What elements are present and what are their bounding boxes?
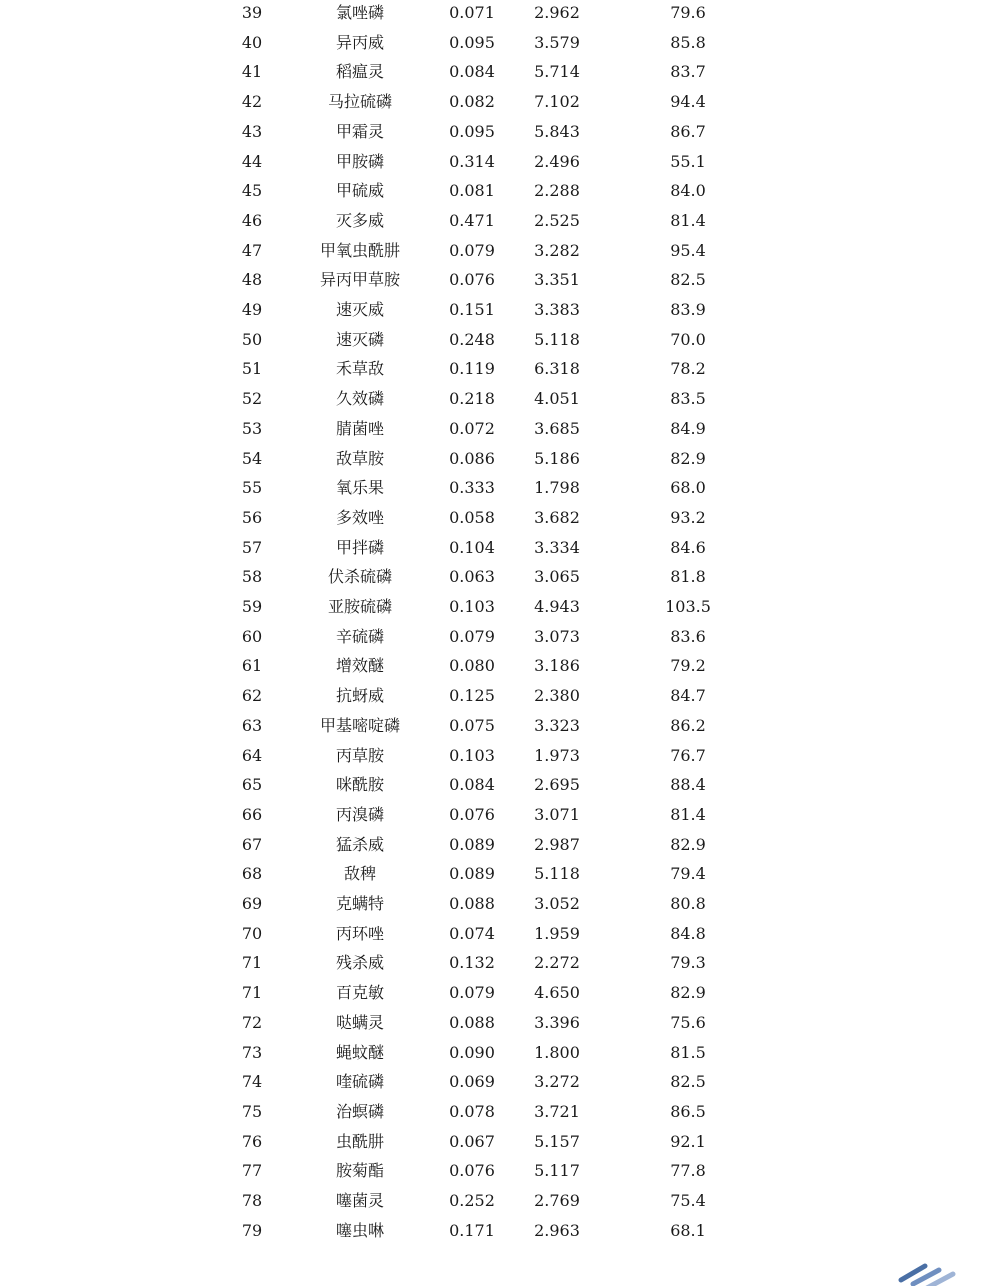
compound-name: 增效醚 (335, 656, 384, 676)
value-col-1: 0.151 (449, 300, 495, 319)
row-number: 65 (241, 775, 263, 795)
value-col-2: 4.051 (534, 389, 580, 409)
row-number: 40 (241, 32, 263, 52)
value-col-2: 3.351 (534, 270, 580, 290)
compound-name: 久效磷 (335, 389, 384, 409)
row-number: 43 (241, 121, 263, 141)
value-col-1: 0.086 (449, 448, 495, 468)
row-number: 52 (241, 389, 263, 409)
row-number: 73 (241, 1042, 263, 1062)
value-col-2: 3.073 (534, 626, 580, 646)
value-col-3: 94.4 (670, 92, 706, 112)
value-col-3: 55.1 (670, 151, 706, 171)
table-row (0, 533, 998, 563)
row-number: 75 (241, 1101, 263, 1121)
value-col-2: 2.380 (534, 686, 580, 706)
value-col-2: 1.959 (534, 923, 580, 943)
value-col-3: 78.2 (670, 359, 706, 379)
value-col-3: 86.7 (670, 121, 706, 141)
value-col-3: 79.3 (670, 953, 706, 973)
value-col-1: 0.058 (449, 507, 495, 527)
row-number: 71 (241, 983, 263, 1003)
table-row (0, 1097, 998, 1127)
row-number: 50 (241, 329, 263, 349)
compound-name: 咪酰胺 (335, 775, 384, 795)
value-col-2: 1.800 (534, 1042, 580, 1062)
value-col-3: 84.6 (670, 537, 706, 557)
compound-name: 敌草胺 (335, 448, 384, 468)
table-row (0, 711, 998, 741)
table-row (0, 651, 998, 681)
compound-name: 敌稗 (343, 864, 376, 884)
value-col-2: 5.117 (534, 1161, 580, 1181)
value-col-3: 79.6 (670, 3, 706, 22)
row-number: 64 (241, 745, 263, 765)
value-col-2: 3.396 (534, 1012, 580, 1032)
compound-name: 治螟磷 (335, 1101, 384, 1121)
row-number: 78 (241, 1191, 263, 1210)
value-col-3: 103.5 (665, 597, 711, 616)
compound-name: 异丙甲草胺 (319, 270, 400, 290)
value-col-1: 0.095 (449, 121, 495, 141)
value-col-1: 0.071 (449, 3, 495, 22)
value-col-1: 0.103 (449, 597, 495, 616)
stripes-logo-icon (893, 1258, 963, 1286)
value-col-3: 92.1 (670, 1131, 706, 1151)
value-col-3: 82.9 (670, 448, 706, 468)
value-col-3: 79.4 (670, 864, 706, 884)
value-col-2: 2.962 (534, 3, 580, 22)
table-row (0, 87, 998, 117)
value-col-1: 0.072 (449, 418, 495, 438)
value-col-3: 82.9 (670, 983, 706, 1003)
table-row (0, 681, 998, 711)
value-col-1: 0.076 (449, 1161, 495, 1181)
value-col-2: 2.496 (534, 151, 580, 171)
row-number: 57 (241, 537, 263, 557)
row-number: 48 (241, 270, 263, 290)
compound-name: 速灭威 (335, 300, 384, 319)
value-col-1: 0.314 (449, 151, 495, 171)
table-row (0, 206, 998, 236)
table-row (0, 622, 998, 652)
row-number: 46 (241, 210, 263, 230)
value-col-3: 83.5 (670, 389, 706, 409)
table-row (0, 919, 998, 949)
row-number: 39 (241, 3, 263, 22)
compound-name: 马拉硫磷 (327, 92, 392, 112)
row-number: 59 (241, 597, 263, 616)
row-number: 53 (241, 418, 263, 438)
row-number: 67 (241, 834, 263, 854)
table-row (0, 948, 998, 978)
value-col-2: 5.714 (534, 62, 580, 82)
value-col-1: 0.089 (449, 864, 495, 884)
compound-name: 多效唑 (335, 507, 384, 527)
compound-name: 丙草胺 (335, 745, 384, 765)
table-row (0, 503, 998, 533)
row-number: 61 (241, 656, 263, 676)
compound-name: 甲氧虫酰肼 (319, 240, 400, 260)
value-col-3: 81.5 (670, 1042, 706, 1062)
table-row (0, 325, 998, 355)
value-col-3: 75.4 (670, 1191, 706, 1210)
compound-name: 禾草敌 (335, 359, 384, 379)
table-row (0, 354, 998, 384)
compound-name: 腈菌唑 (335, 418, 384, 438)
row-number: 44 (241, 151, 263, 171)
value-col-3: 68.0 (670, 478, 706, 498)
value-col-2: 3.272 (534, 1072, 580, 1092)
table-row (0, 0, 998, 28)
compound-name: 伏杀硫磷 (327, 567, 392, 587)
value-col-1: 0.103 (449, 745, 495, 765)
compound-name: 虫酰肼 (335, 1131, 384, 1151)
row-number: 45 (241, 181, 263, 201)
value-col-3: 93.2 (670, 507, 706, 527)
value-col-3: 76.7 (670, 745, 706, 765)
compound-name: 甲拌磷 (335, 537, 384, 557)
row-number: 74 (241, 1072, 263, 1092)
value-col-1: 0.079 (449, 626, 495, 646)
compound-name: 甲硫威 (335, 181, 384, 201)
value-col-2: 5.843 (534, 121, 580, 141)
compound-name: 噻虫啉 (335, 1220, 384, 1240)
table-row (0, 1008, 998, 1038)
value-col-3: 84.0 (670, 181, 706, 201)
compound-name: 速灭磷 (335, 329, 384, 349)
value-col-1: 0.078 (449, 1101, 495, 1121)
value-col-1: 0.063 (449, 567, 495, 587)
value-col-3: 86.2 (670, 715, 706, 735)
compound-name: 稻瘟灵 (335, 62, 384, 82)
value-col-2: 3.383 (534, 300, 580, 319)
value-col-2: 2.769 (534, 1191, 580, 1210)
row-number: 41 (241, 62, 263, 82)
value-col-2: 5.118 (534, 329, 580, 349)
row-number: 72 (241, 1012, 263, 1032)
table-row (0, 414, 998, 444)
row-number: 54 (241, 448, 263, 468)
table-row (0, 562, 998, 592)
value-col-1: 0.252 (449, 1191, 495, 1210)
compound-name: 氧乐果 (335, 478, 384, 498)
value-col-2: 3.334 (534, 537, 580, 557)
value-col-2: 2.272 (534, 953, 580, 973)
value-col-3: 79.2 (670, 656, 706, 676)
value-col-1: 0.074 (449, 923, 495, 943)
row-number: 56 (241, 507, 263, 527)
table-row (0, 1216, 998, 1246)
value-col-1: 0.069 (449, 1072, 495, 1092)
value-col-3: 83.7 (670, 62, 706, 82)
value-col-1: 0.171 (449, 1220, 495, 1240)
value-col-2: 1.798 (534, 478, 580, 498)
value-col-1: 0.082 (449, 92, 495, 112)
table-row (0, 592, 998, 622)
compound-name: 氯唑磷 (335, 3, 384, 22)
table-row (0, 444, 998, 474)
value-col-2: 1.973 (534, 745, 580, 765)
table-row (0, 176, 998, 206)
value-col-1: 0.132 (449, 953, 495, 973)
table-row (0, 830, 998, 860)
compound-name: 甲基嘧啶磷 (319, 715, 400, 735)
value-col-3: 82.5 (670, 1072, 706, 1092)
row-number: 77 (241, 1161, 263, 1181)
value-col-1: 0.088 (449, 894, 495, 913)
compound-name: 喹硫磷 (335, 1072, 384, 1092)
value-col-1: 0.084 (449, 62, 495, 82)
value-col-2: 3.682 (534, 507, 580, 527)
value-col-2: 5.186 (534, 448, 580, 468)
value-col-1: 0.095 (449, 32, 495, 52)
value-col-2: 3.052 (534, 894, 580, 913)
compound-name: 残杀威 (335, 953, 384, 973)
value-col-2: 4.943 (534, 597, 580, 616)
row-number: 42 (241, 92, 263, 112)
compound-name: 猛杀威 (335, 834, 384, 854)
row-number: 58 (241, 567, 263, 587)
value-col-2: 7.102 (534, 92, 580, 112)
value-col-2: 2.525 (534, 210, 580, 230)
value-col-3: 81.4 (670, 210, 706, 230)
value-col-2: 3.579 (534, 32, 580, 52)
row-number: 51 (241, 359, 263, 379)
value-col-3: 86.5 (670, 1101, 706, 1121)
value-col-3: 82.5 (670, 270, 706, 290)
table-row (0, 28, 998, 58)
table-row (0, 1038, 998, 1068)
table-row (0, 57, 998, 87)
value-col-1: 0.248 (449, 329, 495, 349)
value-col-3: 83.9 (670, 300, 706, 319)
table-row (0, 147, 998, 177)
row-number: 62 (241, 686, 263, 706)
value-col-3: 80.8 (670, 894, 706, 913)
value-col-2: 3.071 (534, 804, 580, 824)
table-row (0, 1186, 998, 1216)
value-col-1: 0.081 (449, 181, 495, 201)
value-col-1: 0.471 (449, 210, 495, 230)
compound-name: 甲霜灵 (335, 121, 384, 141)
value-col-3: 83.6 (670, 626, 706, 646)
value-col-3: 95.4 (670, 240, 706, 260)
value-col-2: 4.650 (534, 983, 580, 1003)
table-row (0, 859, 998, 889)
value-col-1: 0.125 (449, 686, 495, 706)
value-col-1: 0.076 (449, 270, 495, 290)
value-col-2: 6.318 (534, 359, 580, 379)
value-col-1: 0.104 (449, 537, 495, 557)
table-row (0, 741, 998, 771)
row-number: 63 (241, 715, 263, 735)
row-number: 70 (241, 923, 263, 943)
row-number: 47 (241, 240, 263, 260)
compound-name: 丙溴磷 (335, 804, 384, 824)
row-number: 69 (241, 894, 263, 913)
row-number: 79 (241, 1220, 263, 1240)
table-row (0, 978, 998, 1008)
row-number: 55 (241, 478, 263, 498)
table-row (0, 295, 998, 325)
compound-name: 甲胺磷 (335, 151, 384, 171)
value-col-2: 3.065 (534, 567, 580, 587)
value-col-3: 85.8 (670, 32, 706, 52)
value-col-3: 84.9 (670, 418, 706, 438)
compound-name: 哒螨灵 (335, 1012, 384, 1032)
row-number: 66 (241, 804, 263, 824)
value-col-1: 0.075 (449, 715, 495, 735)
value-col-3: 75.6 (670, 1012, 706, 1032)
compound-name: 胺菊酯 (335, 1161, 384, 1181)
row-number: 68 (241, 864, 263, 884)
compound-name: 异丙威 (335, 32, 384, 52)
compound-name: 辛硫磷 (335, 626, 384, 646)
table-row (0, 800, 998, 830)
value-col-1: 0.218 (449, 389, 495, 409)
value-col-2: 2.695 (534, 775, 580, 795)
value-col-3: 81.8 (670, 567, 706, 587)
row-number: 76 (241, 1131, 263, 1151)
value-col-3: 82.9 (670, 834, 706, 854)
value-col-3: 81.4 (670, 804, 706, 824)
compound-name: 百克敏 (335, 983, 384, 1003)
row-number: 60 (241, 626, 263, 646)
value-col-1: 0.084 (449, 775, 495, 795)
value-col-2: 2.288 (534, 181, 580, 201)
value-col-1: 0.080 (449, 656, 495, 676)
table-row (0, 473, 998, 503)
value-col-3: 88.4 (670, 775, 706, 795)
value-col-2: 3.721 (534, 1101, 580, 1121)
compound-name: 丙环唑 (335, 923, 384, 943)
compound-name: 蝇蚊醚 (335, 1042, 384, 1062)
table-row (0, 1127, 998, 1157)
value-col-2: 2.987 (534, 834, 580, 854)
value-col-2: 3.282 (534, 240, 580, 260)
value-col-1: 0.119 (449, 359, 495, 379)
value-col-1: 0.079 (449, 983, 495, 1003)
table-row (0, 1156, 998, 1186)
value-col-3: 84.8 (670, 923, 706, 943)
compound-name: 亚胺硫磷 (327, 597, 392, 616)
value-col-2: 3.186 (534, 656, 580, 676)
value-col-2: 2.963 (534, 1220, 580, 1240)
table-row (0, 265, 998, 295)
compound-name: 噻菌灵 (335, 1191, 384, 1210)
value-col-3: 68.1 (670, 1220, 706, 1240)
value-col-1: 0.067 (449, 1131, 495, 1151)
value-col-2: 3.685 (534, 418, 580, 438)
value-col-3: 70.0 (670, 329, 706, 349)
table-row (0, 889, 998, 919)
value-col-3: 84.7 (670, 686, 706, 706)
table-row (0, 770, 998, 800)
value-col-1: 0.089 (449, 834, 495, 854)
compound-name: 灭多威 (335, 210, 384, 230)
row-number: 49 (241, 300, 263, 319)
table-row (0, 1067, 998, 1097)
value-col-3: 77.8 (670, 1161, 706, 1181)
table-row (0, 236, 998, 266)
value-col-2: 5.118 (534, 864, 580, 884)
row-number: 71 (241, 953, 263, 973)
value-col-1: 0.333 (449, 478, 495, 498)
value-col-1: 0.090 (449, 1042, 495, 1062)
table-row (0, 384, 998, 414)
value-col-1: 0.088 (449, 1012, 495, 1032)
table-row (0, 117, 998, 147)
compound-name: 克螨特 (335, 894, 384, 913)
value-col-2: 3.323 (534, 715, 580, 735)
value-col-1: 0.076 (449, 804, 495, 824)
value-col-1: 0.079 (449, 240, 495, 260)
compound-name: 抗蚜威 (335, 686, 384, 706)
value-col-2: 5.157 (534, 1131, 580, 1151)
